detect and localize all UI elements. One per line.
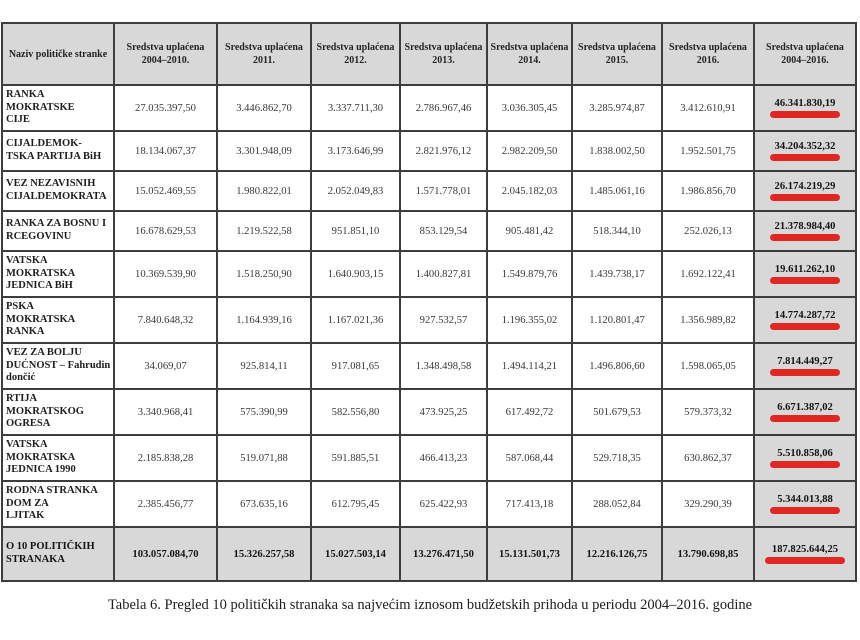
total-row (2, 527, 856, 581)
party-name-line: CIJALDEMOK- (6, 138, 82, 150)
value-cell (400, 251, 487, 297)
amount-value: 288.052,84 (593, 498, 641, 510)
amount-value: 1.952.501,75 (680, 145, 736, 157)
table-body (2, 85, 856, 581)
value-cell (572, 211, 662, 251)
value-cell (572, 85, 662, 131)
column-header: Sredstva uplaćena 2011. (217, 23, 311, 85)
total-2004-2016-cell (754, 389, 856, 435)
table-row (2, 131, 856, 171)
value-cell (662, 435, 754, 481)
column-header: Sredstva uplaćena 2004–2016. (754, 23, 856, 85)
amount-value: 19.611.262,10 (774, 264, 836, 275)
value-cell (487, 343, 572, 389)
value-cell (400, 131, 487, 171)
value-cell (400, 297, 487, 343)
amount-value: 630.862,37 (684, 452, 732, 464)
value-cell (400, 343, 487, 389)
amount-value: 582.556,80 (331, 406, 380, 418)
table-caption: Tabela 6. Pregled 10 političkih stranaka sa najvećim iznosom budžetskih prihoda u periodu 2004–2016. godine (107, 597, 753, 613)
party-name-line: JEDNICA 1990 (6, 464, 76, 476)
amount-value: 3.340.968,41 (137, 406, 194, 418)
amount-value: 501.679,53 (593, 406, 641, 418)
amount-value: 2.821.976,12 (415, 145, 472, 157)
value-cell (114, 435, 217, 481)
amount-value: 3.173.646,99 (327, 145, 384, 157)
value-cell (487, 527, 572, 581)
column-header: Sredstva uplaćena 2015. (572, 23, 662, 85)
amount-value: 518.344,10 (593, 225, 641, 237)
amount-value: 1.518.250,90 (236, 268, 292, 280)
party-name-cell (2, 251, 114, 297)
value-cell (662, 171, 754, 211)
value-cell (487, 435, 572, 481)
red-underline-mark (770, 507, 840, 514)
value-cell (217, 297, 311, 343)
red-underline-mark (770, 111, 840, 118)
amount-value: 927.532,57 (419, 314, 468, 326)
value-cell (217, 251, 311, 297)
amount-value: 2.786.967,46 (415, 102, 472, 114)
amount-value: 519.071,88 (240, 452, 288, 464)
table-row (2, 85, 856, 131)
value-cell (217, 171, 311, 211)
value-cell (572, 131, 662, 171)
value-cell (114, 131, 217, 171)
amount-value: 14.774.287,72 (774, 310, 836, 321)
value-cell (400, 211, 487, 251)
amount-value: 951.851,10 (331, 225, 380, 237)
party-name-cell (2, 481, 114, 527)
table-row (2, 389, 856, 435)
value-cell (400, 85, 487, 131)
value-cell (487, 211, 572, 251)
amount-value: 3.446.862,70 (236, 102, 292, 114)
amount-value: 16.678.629,53 (135, 225, 196, 237)
party-name-line: MOKRATSKA (6, 451, 76, 463)
party-name-line: DUĆNOST – Fahrudin (6, 359, 111, 371)
amount-value: 1.980.822,01 (236, 185, 292, 197)
amount-value: 21.378.984,40 (774, 221, 836, 232)
table-row (2, 343, 856, 389)
value-cell (311, 435, 400, 481)
red-underline-mark (770, 415, 840, 422)
party-name-line: RANKA ZA BOSNU I (6, 218, 107, 230)
value-cell (662, 481, 754, 527)
amount-value: 7.814.449,27 (777, 356, 833, 367)
value-cell (311, 527, 400, 581)
amount-value: 3.412.610,91 (680, 102, 736, 114)
value-cell (311, 171, 400, 211)
amount-value: 252.026,13 (684, 225, 732, 237)
value-cell (311, 211, 400, 251)
total-2004-2016-cell (754, 527, 856, 581)
party-name-line: RTIJA (6, 392, 38, 404)
amount-value: 529.718,35 (593, 452, 641, 464)
value-cell (311, 85, 400, 131)
value-cell (487, 297, 572, 343)
party-name-cell (2, 527, 114, 581)
amount-value: 2.185.838,28 (137, 452, 194, 464)
amount-value: 1.549.879,76 (501, 268, 558, 280)
red-underline-mark (770, 277, 840, 284)
amount-value: 625.422,93 (419, 498, 468, 510)
party-name-line: MOKRATSKA (6, 267, 76, 279)
red-underline-mark (770, 323, 840, 330)
amount-value: 6.671.387,02 (777, 402, 833, 413)
party-name-line: RCEGOVINU (6, 231, 72, 242)
amount-value: 673.635,16 (240, 498, 288, 510)
value-cell (114, 85, 217, 131)
amount-value: 46.341.830,19 (774, 98, 836, 109)
value-cell (487, 481, 572, 527)
amount-value: 1.164.939,16 (236, 314, 292, 326)
amount-value: 34.204.352,32 (774, 141, 836, 152)
amount-value: 13.276.471,50 (413, 548, 474, 560)
amount-value: 1.838.002,50 (589, 145, 645, 157)
value-cell (217, 527, 311, 581)
party-name-line: RANKA (6, 326, 45, 338)
amount-value: 1.400.827,81 (415, 268, 472, 280)
amount-value: 18.134.067,37 (135, 145, 196, 157)
value-cell (114, 481, 217, 527)
amount-value: 329.290,39 (684, 498, 732, 510)
total-2004-2016-cell (754, 297, 856, 343)
party-name-line: LJITAK (6, 510, 45, 522)
scanned-table-region (1, 22, 857, 582)
amount-value: 7.840.648,32 (137, 314, 194, 326)
party-name-line: OGRESA (6, 418, 51, 430)
amount-value: 27.035.397,50 (135, 102, 196, 114)
amount-value: 473.925,25 (419, 406, 468, 418)
amount-value: 1.640.903,15 (327, 268, 384, 280)
amount-value: 612.795,45 (331, 498, 380, 510)
party-name-line: RODNA STRANKA (6, 484, 98, 496)
value-cell (572, 481, 662, 527)
amount-value: 1.986.856,70 (680, 185, 736, 197)
amount-value: 1.219.522,58 (236, 225, 292, 237)
amount-value: 13.790.698,85 (677, 548, 739, 560)
column-header: Sredstva uplaćena 2016. (662, 23, 754, 85)
party-name-line: VEZ ZA BOLJU (6, 346, 82, 358)
value-cell (114, 297, 217, 343)
total-2004-2016-cell (754, 171, 856, 211)
party-name-line: VATSKA (6, 438, 48, 450)
amount-value: 15.052.469,55 (135, 185, 196, 197)
amount-value: 1.196.355,02 (501, 314, 558, 326)
amount-value: 2.385.456,77 (137, 498, 194, 510)
amount-value: 1.692.122,41 (680, 268, 736, 280)
value-cell (311, 343, 400, 389)
amount-value: 5.344.013,88 (777, 494, 833, 505)
amount-value: 15.027.503,14 (325, 548, 386, 560)
amount-value: 1.496.806,60 (589, 360, 645, 372)
red-underline-mark (770, 234, 840, 241)
value-cell (311, 481, 400, 527)
amount-value: 853.129,54 (419, 225, 468, 237)
value-cell (572, 389, 662, 435)
amount-value: 2.052.049,83 (327, 185, 384, 197)
party-name-line: CIJALDEMOKRATA (6, 191, 107, 202)
value-cell (487, 131, 572, 171)
amount-value: 579.373,32 (684, 406, 732, 418)
column-header: Sredstva uplaćena 2014. (487, 23, 572, 85)
total-2004-2016-cell (754, 251, 856, 297)
value-cell (400, 389, 487, 435)
value-cell (217, 389, 311, 435)
value-cell (217, 85, 311, 131)
party-name-cell (2, 343, 114, 389)
value-cell (217, 343, 311, 389)
party-name-line: MOKRATSKA (6, 313, 76, 325)
red-underline-mark (765, 557, 845, 564)
amount-value: 10.369.539,90 (135, 268, 196, 280)
value-cell (662, 85, 754, 131)
party-name-line: DOM ZA (6, 497, 49, 509)
amount-value: 905.481,42 (505, 225, 554, 237)
party-name-line: PSKA (6, 300, 35, 312)
value-cell (572, 297, 662, 343)
total-2004-2016-cell (754, 343, 856, 389)
value-cell (487, 171, 572, 211)
party-name-line: JEDNICA BiH (6, 280, 73, 292)
value-cell (662, 131, 754, 171)
amount-value: 1.120.801,47 (589, 314, 645, 326)
value-cell (114, 171, 217, 211)
value-cell (572, 171, 662, 211)
red-underline-mark (770, 154, 840, 161)
amount-value: 1.167.021,36 (327, 314, 384, 326)
amount-value: 2.045.182,03 (501, 185, 558, 197)
value-cell (487, 251, 572, 297)
value-cell (662, 343, 754, 389)
value-cell (217, 481, 311, 527)
amount-value: 917.081,65 (331, 360, 380, 372)
amount-value: 591.885,51 (331, 452, 380, 464)
column-header: Sredstva uplaćena 2013. (400, 23, 487, 85)
value-cell (400, 527, 487, 581)
party-name-cell (2, 389, 114, 435)
value-cell (114, 389, 217, 435)
amount-value: 3.337.711,30 (327, 102, 384, 114)
table-row (2, 211, 856, 251)
amount-value: 3.036.305,45 (501, 102, 558, 114)
party-name-line: TSKA PARTIJA BiH (6, 151, 102, 162)
total-2004-2016-cell (754, 131, 856, 171)
value-cell (487, 85, 572, 131)
amount-value: 1.494.114,21 (501, 360, 558, 372)
column-header: Sredstva uplaćena 2012. (311, 23, 400, 85)
party-name-line: dončić (6, 372, 36, 384)
value-cell (217, 131, 311, 171)
amount-value: 925.814,11 (240, 360, 288, 372)
party-name-line: STRANAKA (6, 554, 65, 565)
amount-value: 587.068,44 (505, 452, 554, 464)
party-name-line: MOKRATSKOG (6, 405, 84, 417)
table-row (2, 251, 856, 297)
column-header: Sredstva uplaćena 2004–2010. (114, 23, 217, 85)
amount-value: 12.216.126,75 (586, 548, 648, 560)
value-cell (400, 481, 487, 527)
table-row (2, 481, 856, 527)
value-cell (662, 527, 754, 581)
amount-value: 15.131.501,73 (499, 548, 560, 560)
party-name-line: MOKRATSKE (6, 101, 75, 113)
value-cell (400, 171, 487, 211)
value-cell (572, 343, 662, 389)
amount-value: 34.069,07 (144, 360, 187, 372)
amount-value: 1.439.738,17 (589, 268, 645, 280)
total-2004-2016-cell (754, 211, 856, 251)
value-cell (572, 527, 662, 581)
value-cell (217, 211, 311, 251)
amount-value: 575.390,99 (240, 406, 288, 418)
party-name-line: O 10 POLITIČKIH (6, 541, 95, 553)
party-name-line: RANKA (6, 88, 45, 100)
red-underline-mark (770, 194, 840, 201)
value-cell (114, 343, 217, 389)
column-header: Naziv političke stranke (2, 23, 114, 85)
value-cell (311, 389, 400, 435)
total-2004-2016-cell (754, 435, 856, 481)
amount-value: 26.174.219,29 (774, 181, 836, 192)
amount-value: 5.510.858,06 (777, 448, 833, 459)
party-name-cell (2, 131, 114, 171)
amount-value: 187.825.644,25 (771, 544, 839, 555)
value-cell (311, 251, 400, 297)
value-cell (662, 389, 754, 435)
total-2004-2016-cell (754, 85, 856, 131)
amount-value: 617.492,72 (505, 406, 554, 418)
party-name-cell (2, 297, 114, 343)
value-cell (662, 211, 754, 251)
amount-value: 3.301.948,09 (236, 145, 292, 157)
red-underline-mark (770, 461, 840, 468)
amount-value: 1.598.065,05 (680, 360, 736, 372)
value-cell (572, 435, 662, 481)
amount-value: 1.356.989,82 (680, 314, 736, 326)
party-name-cell (2, 211, 114, 251)
amount-value: 2.982.209,50 (501, 145, 558, 157)
value-cell (114, 211, 217, 251)
amount-value: 717.413,18 (505, 498, 554, 510)
amount-value: 1.571.778,01 (415, 185, 472, 197)
table-header (2, 23, 856, 85)
value-cell (114, 527, 217, 581)
table-row (2, 435, 856, 481)
amount-value: 15.326.257,58 (233, 548, 295, 560)
party-name-cell (2, 85, 114, 131)
party-name-line: VEZ NEZAVISNIH (6, 178, 96, 190)
amount-value: 1.348.498,58 (415, 360, 472, 372)
header-row (2, 23, 856, 85)
party-name-cell (2, 435, 114, 481)
table-row (2, 171, 856, 211)
party-name-line: CIJE (6, 114, 30, 126)
value-cell (311, 297, 400, 343)
value-cell (114, 251, 217, 297)
value-cell (662, 297, 754, 343)
value-cell (662, 251, 754, 297)
amount-value: 103.057.084,70 (132, 548, 199, 560)
party-name-line: VATSKA (6, 254, 48, 266)
value-cell (572, 251, 662, 297)
amount-value: 466.413,23 (419, 452, 468, 464)
value-cell (487, 389, 572, 435)
value-cell (400, 435, 487, 481)
red-underline-mark (770, 369, 840, 376)
amount-value: 3.285.974,87 (589, 102, 645, 114)
total-2004-2016-cell (754, 481, 856, 527)
amount-value: 1.485.061,16 (589, 185, 645, 197)
table-row (2, 297, 856, 343)
revenue-table (1, 22, 857, 582)
value-cell (311, 131, 400, 171)
value-cell (217, 435, 311, 481)
party-name-cell (2, 171, 114, 211)
